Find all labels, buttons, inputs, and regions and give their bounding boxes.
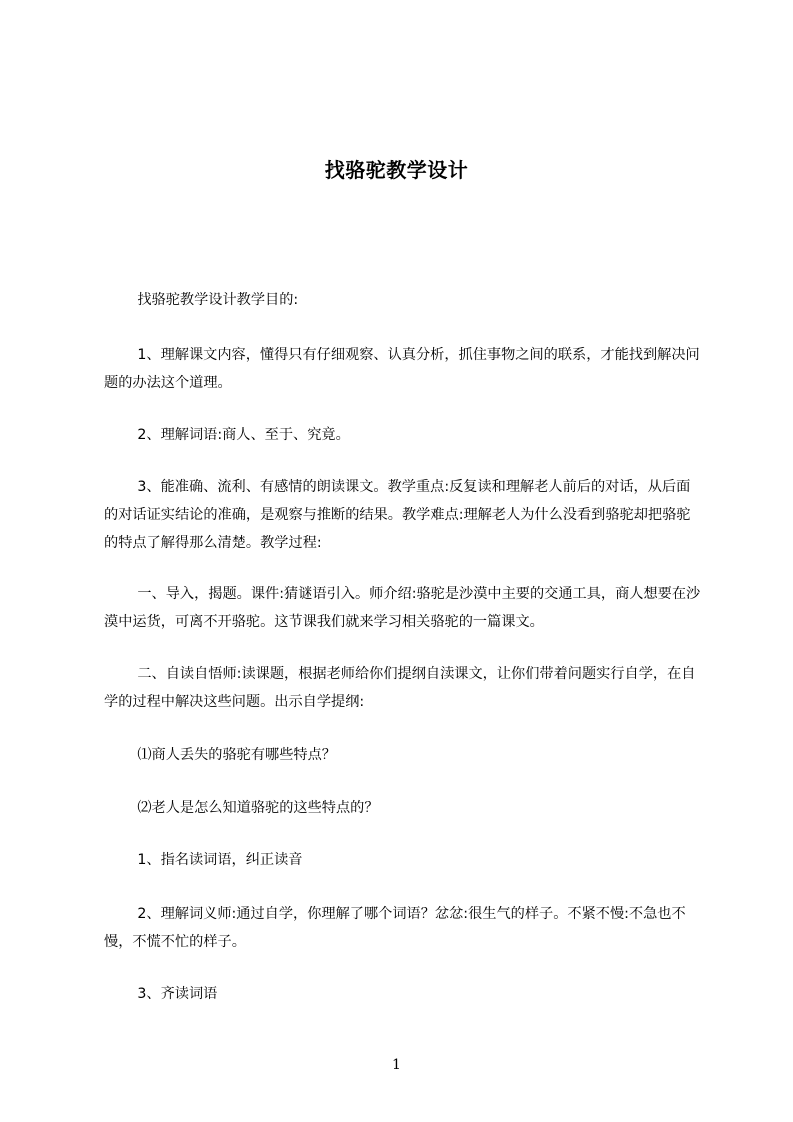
paragraph-question-2: ⑵老人是怎么知道骆驼的这些特点的？ (137, 800, 379, 816)
paragraph-step-2: 二、自读自悟师:读课题，根据老师给你们提纲自渎课文，让你们带着问题实行自学，在自学的过程中解决这些问题。出示自学提纲: (104, 666, 696, 710)
paragraph-question-1: ⑴商人丢失的骆驼有哪些特点？ (137, 747, 336, 763)
paragraph-activity-3: 3、齐读词语 (137, 986, 218, 1002)
paragraph-step-1: 一、导入，揭题。课件:猜谜语引入。师介绍:骆驼是沙漠中主要的交通工具，商人想要在沙漠中运货，可离不开骆驼。这节课我们就来学习相关骆驼的一篇课文。 (104, 586, 701, 630)
paragraph-objective-1: 1、理解课文内容，懂得只有仔细观察、认真分析，抓住事物之间的联系，才能找到解决问题的办法这个道理。 (104, 347, 700, 391)
page-number: 1 (392, 1057, 401, 1073)
paragraph-activity-1: 1、指名读词语，纠正读音 (137, 852, 303, 868)
document-title: 找骆驼教学设计 (324, 158, 469, 183)
paragraph-objectives-heading: 找骆驼教学设计教学目的: (137, 292, 299, 308)
paragraph-activity-2: 2、理解词义师:通过自学，你理解了哪个词语？忿忿:很生气的样子。不紧不慢:不急也不慢，不慌不忙的样子。 (104, 906, 686, 950)
paragraph-objective-2: 2、理解词语:商人、至于、究竟。 (137, 427, 350, 443)
paragraph-objective-3: 3、能准确、流利、有感情的朗读课文。教学重点:反复读和理解老人前后的对话，从后面的对话证实结论的准确，是观察与推断的结果。教学难点:理解老人为什么没看到骆驼却把骆驼的特点了解得那么清楚。教学过程: (104, 479, 691, 551)
